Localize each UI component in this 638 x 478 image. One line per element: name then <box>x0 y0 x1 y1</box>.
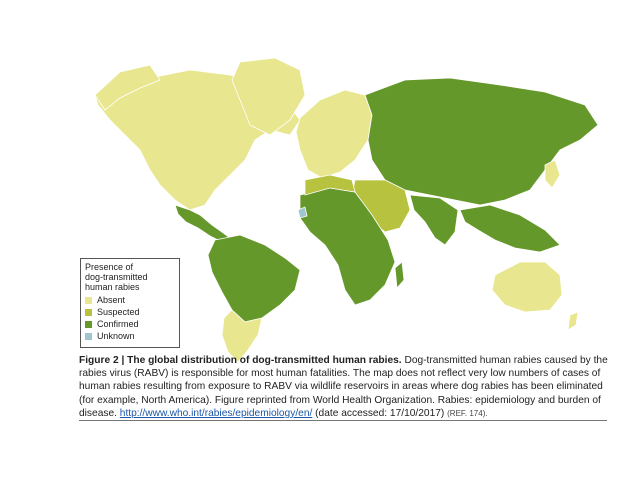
legend-item-unknown <box>85 330 175 342</box>
legend-item-suspected <box>85 306 175 318</box>
legend-label-confirmed: Confirmed <box>97 319 139 329</box>
caption-body: Dog-transmitted human rabies caused by the rabies virus (RABV) is responsible for most human fatalities. The map does not reflect very low numbers of cases of human rabies resulting from exposure to RABV via wildlife reservoirs in areas where dog rabies has been eliminated (for example, North America). Figure reprinted from World Health Organization. Rabies: epidemiology and burden of disease. <box>79 355 608 419</box>
legend-label-suspected: Suspected <box>97 307 140 317</box>
legend-swatch-confirmed <box>85 321 92 328</box>
legend-title: Presence of dog-transmitted human rabies <box>85 262 148 292</box>
legend-swatch-absent <box>85 297 92 304</box>
region-russia-asia <box>365 78 598 205</box>
region-central-america <box>175 205 230 242</box>
region-south-asia <box>410 195 458 245</box>
figure-caption <box>79 354 609 420</box>
region-southeast-asia <box>460 205 560 252</box>
legend-item-absent <box>85 294 175 306</box>
region-europe <box>296 90 372 178</box>
region-west-africa-coast <box>298 207 307 218</box>
caption-divider <box>79 420 607 421</box>
legend-label-absent: Absent <box>97 295 126 305</box>
region-new-zealand <box>568 312 578 330</box>
caption-ref: (REF. 174). <box>447 408 488 418</box>
legend-item-confirmed <box>85 318 175 330</box>
region-japan <box>545 160 560 188</box>
caption-link[interactable]: http://www.who.int/rabies/epidemiology/en/ <box>119 407 313 419</box>
legend-label-unknown: Unknown <box>97 331 135 341</box>
map-legend <box>80 258 180 348</box>
legend-swatch-suspected <box>85 309 92 316</box>
caption-figure-label: Figure 2 | The global distribution of dog-transmitted human rabies. <box>79 355 402 366</box>
region-south-america-north <box>208 235 300 322</box>
region-madagascar <box>395 262 404 288</box>
caption-date: (date accessed: 17/10/2017) <box>312 407 448 419</box>
region-australia <box>492 262 562 312</box>
legend-swatch-unknown <box>85 333 92 340</box>
